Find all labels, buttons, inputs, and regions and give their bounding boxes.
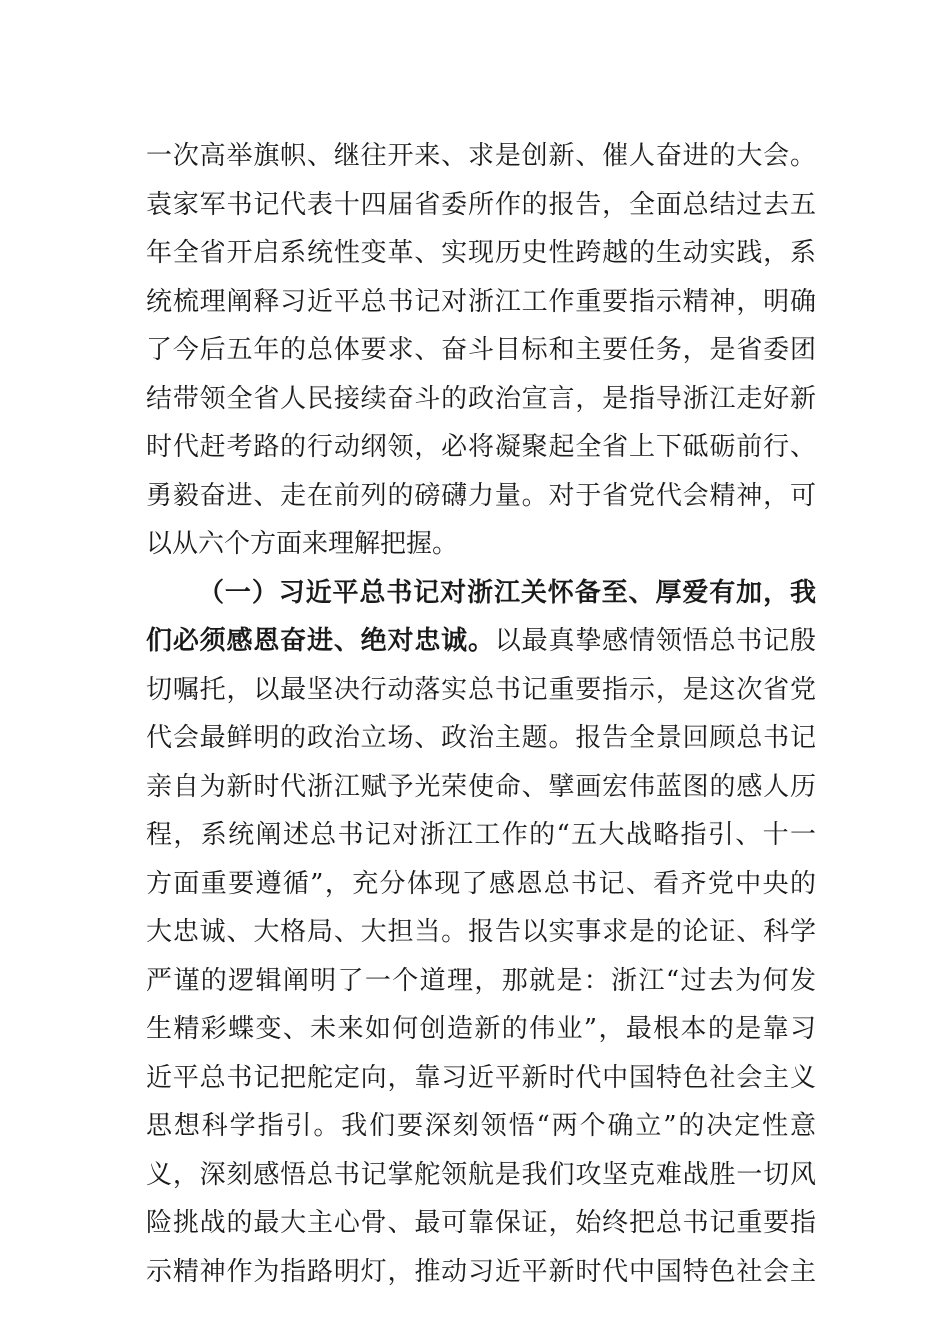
text-line: 严谨的逻辑阐明了一个道理，那就是：浙江“过去为何发	[146, 965, 816, 996]
text-line: 结带领全省人民接续奋斗的政治宣言，是指导浙江走好新	[146, 383, 816, 414]
section-heading-line: 们必须感恩奋进、绝对忠诚。	[146, 626, 495, 656]
text-line: 大忠诚、大格局、大担当。报告以实事求是的论证、科学	[146, 917, 816, 947]
text-line: 示精神作为指路明灯，推动习近平新时代中国特色社会主	[146, 1256, 816, 1287]
text-line: 险挑战的最大主心骨、最可靠保证，始终把总书记重要指	[146, 1208, 816, 1238]
text-line: 近平总书记把舵定向，靠习近平新时代中国特色社会主义	[146, 1062, 816, 1093]
text-line: 生精彩蝶变、未来如何创造新的伟业”，最根本的是靠习	[146, 1014, 816, 1044]
text-line: 勇毅奋进、走在前列的磅礴力量。对于省党代会精神，可	[146, 480, 816, 511]
text-line: 义，深刻感悟总书记掌舵领航是我们攻坚克难战胜一切风	[146, 1159, 816, 1190]
text-line: 统梳理阐释习近平总书记对浙江工作重要指示精神，明确	[146, 286, 816, 317]
text-line: 年全省开启系统性变革、实现历史性跨越的生动实践，系	[146, 238, 816, 268]
document-body	[146, 132, 816, 1296]
text-line: 切嘱托，以最坚决行动落实总书记重要指示，是这次省党	[146, 674, 816, 705]
text-line: 代会最鲜明的政治立场、政治主题。报告全景回顾总书记	[146, 723, 816, 753]
text-line: 方面重要遵循”，充分体现了感恩总书记、看齐党中央的	[146, 868, 816, 899]
text-line: 以从六个方面来理解把握。	[146, 529, 459, 559]
text-line: 亲自为新时代浙江赋予光荣使命、擘画宏伟蓝图的感人历	[146, 771, 816, 802]
text-line: 以最真挚感情领悟总书记殷	[494, 626, 816, 656]
text-line: 程，系统阐述总书记对浙江工作的“五大战略指引、十一	[146, 820, 816, 850]
text-line: 袁家军书记代表十四届省委所作的报告，全面总结过去五	[146, 189, 816, 220]
text-line: 思想科学指引。我们要深刻领悟“两个确立”的决定性意	[146, 1111, 816, 1141]
text-line: 一次高举旗帜、继往开来、求是创新、催人奋进的大会。	[146, 141, 816, 171]
section-heading-line: （一）习近平总书记对浙江关怀备至、厚爱有加，我	[198, 577, 816, 608]
text-line: 了今后五年的总体要求、奋斗目标和主要任务，是省委团	[146, 335, 816, 365]
mixed-line	[146, 617, 816, 666]
text-line: 时代赶考路的行动纲领，必将凝聚起全省上下砥砺前行、	[146, 432, 816, 462]
